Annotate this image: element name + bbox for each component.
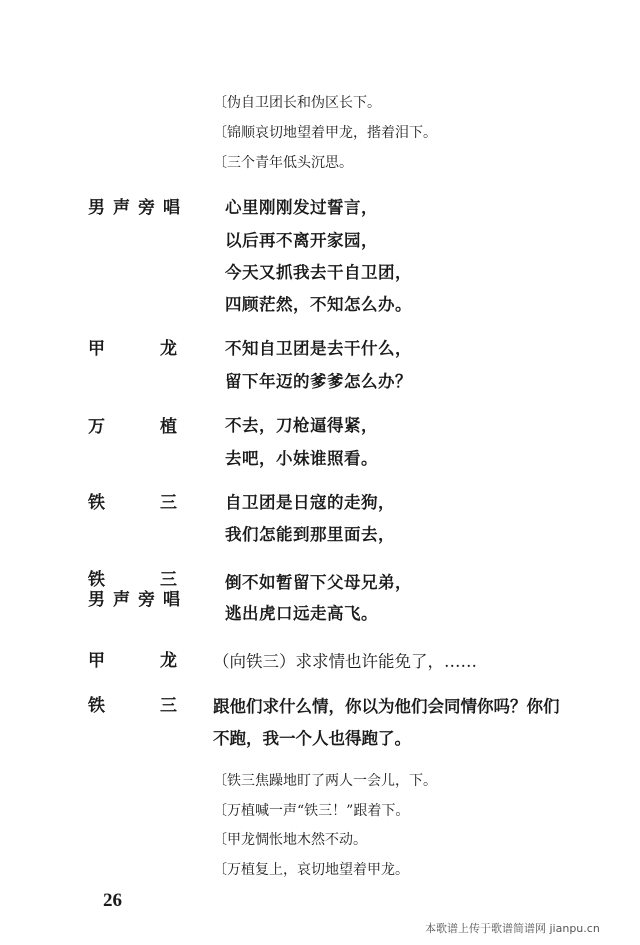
lyric-line: 以后再不离开家园， <box>225 231 378 250</box>
lyric-line: 逃出虎口远走高飞。 <box>225 604 378 623</box>
speaker-name: 万 <box>88 417 105 437</box>
lyric-line: 心里刚刚发过誓言， <box>225 198 378 217</box>
lyric-line: 不知自卫团是去干什么， <box>225 339 412 358</box>
page-number: 26 <box>103 890 122 911</box>
speaker-name: 铁 <box>88 696 105 716</box>
lyric-line: 不去，刀枪逼得紧， <box>225 416 378 435</box>
lyric-line: 自卫团是日寇的走狗， <box>225 493 395 512</box>
speaker-name-second-char: 三 <box>160 493 177 513</box>
speaker-name-second-char: 植 <box>160 417 177 437</box>
stage-direction: 〔 甲龙惆怅地木然不动。 <box>213 829 367 849</box>
speaker-name-second-char: 龙 <box>160 651 177 671</box>
footer-credit: 本歌谱上传于歌谱简谱网 jianpu.cn <box>425 922 600 935</box>
stage-direction: 〔 万植复上，哀切地望着甲龙。 <box>213 859 409 879</box>
stage-direction: 〔 万植喊一声“铁三！”跟着下。 <box>213 800 409 820</box>
speaker-name-second-char: 龙 <box>160 339 177 359</box>
speaker-name: 甲 <box>88 339 105 359</box>
stage-direction: 〔 锦顺哀切地望着甲龙，揩着泪下。 <box>213 122 437 142</box>
dialogue-text: 不跑，我一个人也得跑了。 <box>213 729 411 748</box>
speaker-name-second-char: 三 <box>160 696 177 716</box>
stage-direction: 〔 铁三焦躁地盯了两人一会儿，下。 <box>213 770 437 790</box>
lyric-line: 四顾茫然，不知怎么办。 <box>225 295 412 314</box>
lyric-line: 今天又抓我去干自卫团， <box>225 263 412 282</box>
lyric-line: 倒不如暂留下父母兄弟， <box>225 573 412 592</box>
lyric-line: 留下年迈的爹爹怎么办？ <box>225 372 412 391</box>
speaker-name: 铁 <box>88 570 105 590</box>
speaker-name-second-char: 三 <box>160 570 177 590</box>
speaker-name: 男声旁唱 <box>88 590 188 610</box>
speaker-name: 男声旁唱 <box>88 198 188 218</box>
lyric-line: 去吧，小妹谁照看。 <box>225 449 378 468</box>
speaker-name: 甲 <box>88 651 105 671</box>
stage-direction: 〔 三个青年低头沉思。 <box>213 152 353 172</box>
dialogue-text: 跟他们求什么情，你以为他们会同情你吗？你们 <box>213 697 560 716</box>
stage-direction: 〔 伪自卫团长和伪区长下。 <box>213 92 381 112</box>
dialogue-text: （向铁三）求求情也许能免了，…… <box>213 652 477 671</box>
speaker-name: 铁 <box>88 493 105 513</box>
lyric-line: 我们怎能到那里面去， <box>225 525 395 544</box>
